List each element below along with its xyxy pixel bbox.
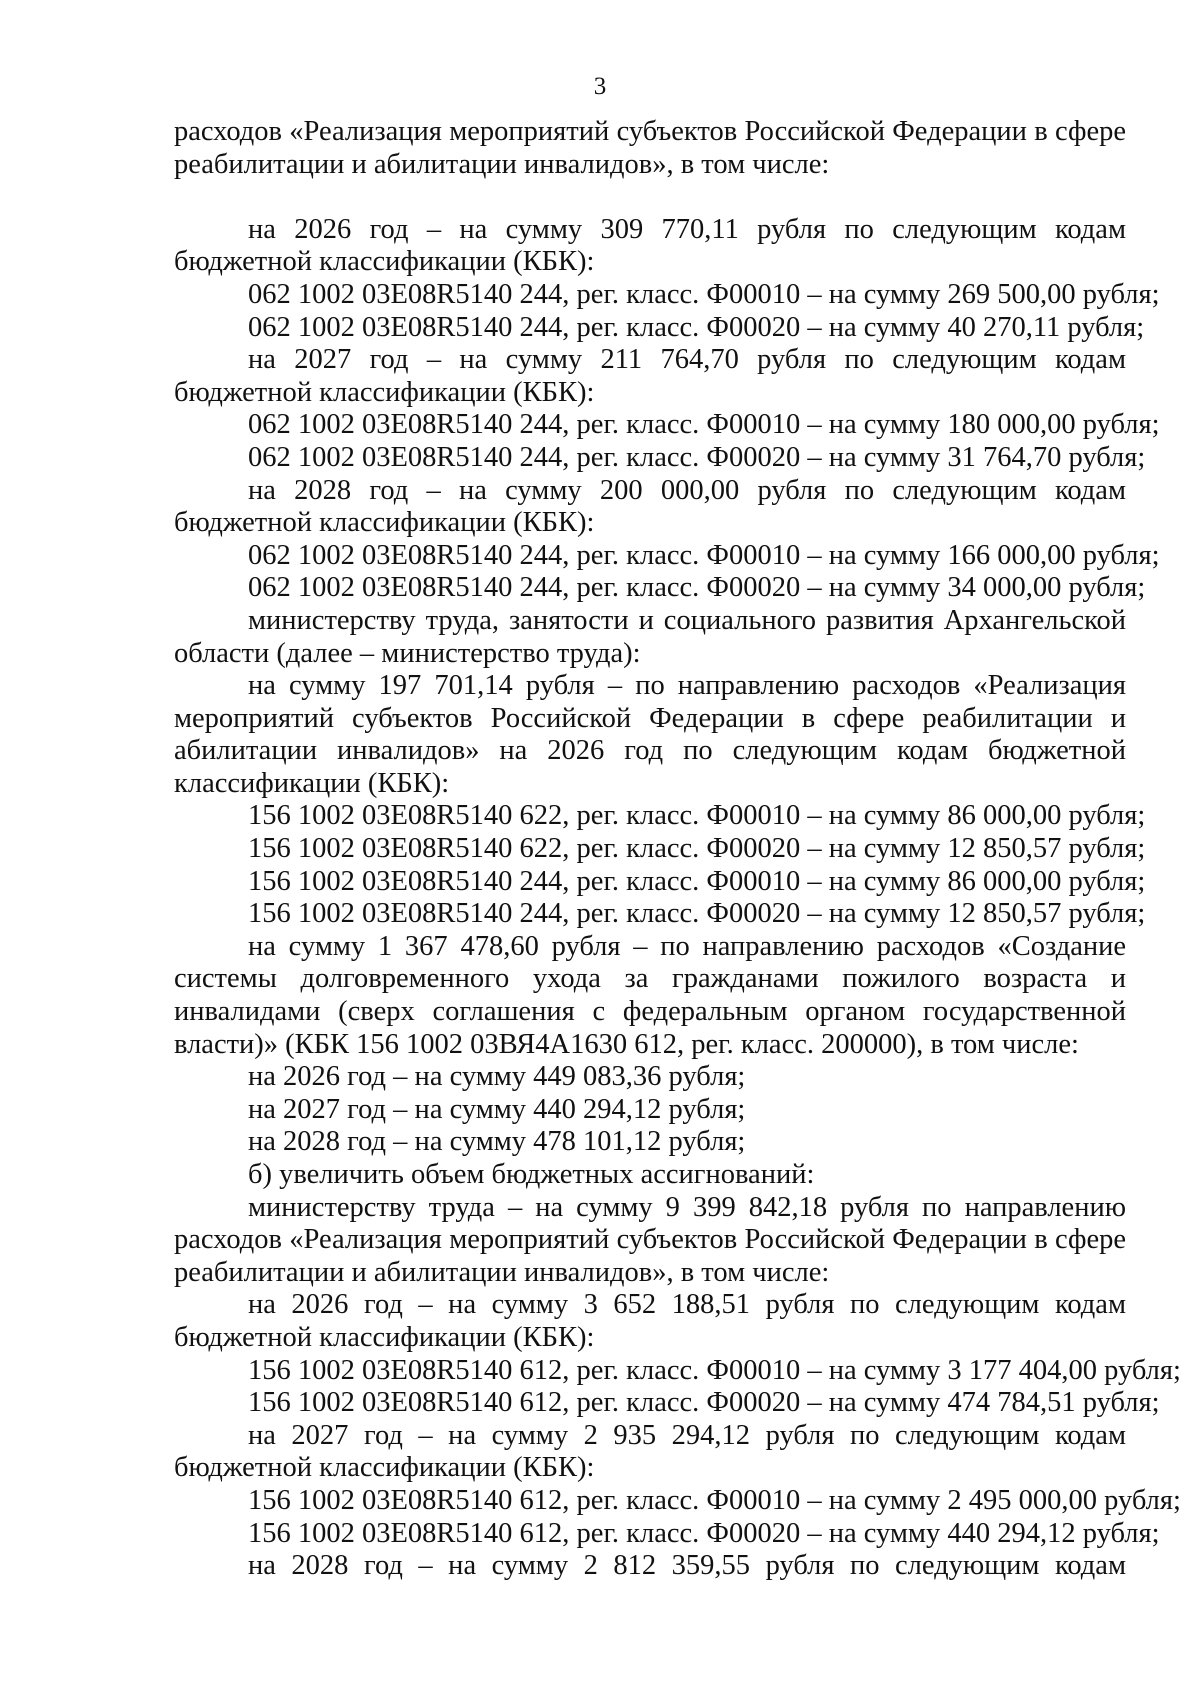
paragraph: 156 1002 03Е08R5140 612, рег. класс. Ф00010 – на сумму 2 495 000,00 рубля;: [248, 1484, 1181, 1516]
paragraph: 156 1002 03Е08R5140 612, рег. класс. Ф00020 – на сумму 474 784,51 рубля;: [248, 1387, 1160, 1419]
paragraph: 156 1002 03Е08R5140 622, рег. класс. Ф00020 – на сумму 12 850,57 рубля;: [248, 833, 1146, 865]
paragraph: на 2027 год – на сумму 2 935 294,12 рубля по следующим кодам бюджетной классификации (КБК):: [174, 1419, 1126, 1484]
paragraph: на 2027 год – на сумму 211 764,70 рубля по следующим кодам бюджетной классификации (КБК):: [174, 344, 1126, 408]
paragraph: на 2028 год – на сумму 200 000,00 рубля по следующим кодам бюджетной классификации (КБК):: [174, 474, 1126, 539]
paragraph: расходов «Реализация мероприятий субъектов Российской Федерации в сфере реабилитации и абилитации инвалидов», в том числе:: [174, 116, 1126, 180]
paragraph: министерству труда – на сумму 9 399 842,18 рубля по направлению расходов «Реализация мероприятий субъектов Российской Федерации в сфере реабилитации и абилитации инвалидов», в том числе:: [174, 1191, 1126, 1288]
paragraph: на 2028 год – на сумму 2 812 359,55 рубля по следующим кодам: [248, 1550, 1126, 1582]
paragraph: 062 1002 03Е08R5140 244, рег. класс. Ф00010 – на сумму 180 000,00 рубля;: [248, 409, 1160, 441]
document-body: [174, 116, 1181, 1583]
paragraph: б) увеличить объем бюджетных ассигнований:: [248, 1159, 815, 1190]
paragraph: 062 1002 03Е08R5140 244, рег. класс. Ф00020 – на сумму 40 270,11 рубля;: [248, 311, 1145, 343]
paragraph: 062 1002 03Е08R5140 244, рег. класс. Ф00020 – на сумму 34 000,00 рубля;: [248, 572, 1146, 604]
paragraph: 062 1002 03Е08R5140 244, рег. класс. Ф00020 – на сумму 31 764,70 рубля;: [248, 441, 1146, 473]
paragraph: 062 1002 03Е08R5140 244, рег. класс. Ф00010 – на сумму 166 000,00 рубля;: [248, 539, 1160, 571]
paragraph: на 2028 год – на сумму 478 101,12 рубля;: [248, 1126, 746, 1158]
paragraph: на 2026 год – на сумму 3 652 188,51 рубля по следующим кодам бюджетной классификации (КБК):: [174, 1289, 1126, 1353]
paragraph: на 2026 год – на сумму 309 770,11 рубля по следующим кодам бюджетной классификации (КБК):: [174, 213, 1126, 278]
paragraph: 156 1002 03Е08R5140 244, рег. класс. Ф00020 – на сумму 12 850,57 рубля;: [248, 898, 1146, 930]
paragraph: на сумму 1 367 478,60 рубля – по направлению расходов «Создание системы долговременного ухода за гражданами пожилого возраста и инвалидами (сверх соглашения с федеральным органом государственной власти)» (КБК 156 1002 03ВЯ4А1630 612, рег. класс. 200000), в том числе:: [174, 930, 1126, 1060]
paragraph: министерству труда, занятости и социального развития Архангельской области (далее – министерство труда):: [174, 604, 1126, 669]
paragraph: 062 1002 03Е08R5140 244, рег. класс. Ф00010 – на сумму 269 500,00 рубля;: [248, 278, 1160, 310]
paragraph: 156 1002 03Е08R5140 244, рег. класс. Ф00010 – на сумму 86 000,00 рубля;: [248, 865, 1146, 897]
paragraph: на 2027 год – на сумму 440 294,12 рубля;: [248, 1093, 746, 1125]
paragraph: 156 1002 03Е08R5140 612, рег. класс. Ф00020 – на сумму 440 294,12 рубля;: [248, 1517, 1160, 1549]
paragraph: 156 1002 03Е08R5140 612, рег. класс. Ф00010 – на сумму 3 177 404,00 рубля;: [248, 1354, 1181, 1386]
paragraph: 156 1002 03Е08R5140 622, рег. класс. Ф00010 – на сумму 86 000,00 рубля;: [248, 800, 1146, 832]
page-number: 3: [593, 73, 607, 100]
paragraph: на 2026 год – на сумму 449 083,36 рубля;: [248, 1061, 746, 1093]
paragraph: на сумму 197 701,14 рубля – по направлению расходов «Реализация мероприятий субъектов Российской Федерации в сфере реабилитации и абилитации инвалидов» на 2026 год по следующим кодам бюджетной классификации (КБК):: [174, 670, 1126, 799]
